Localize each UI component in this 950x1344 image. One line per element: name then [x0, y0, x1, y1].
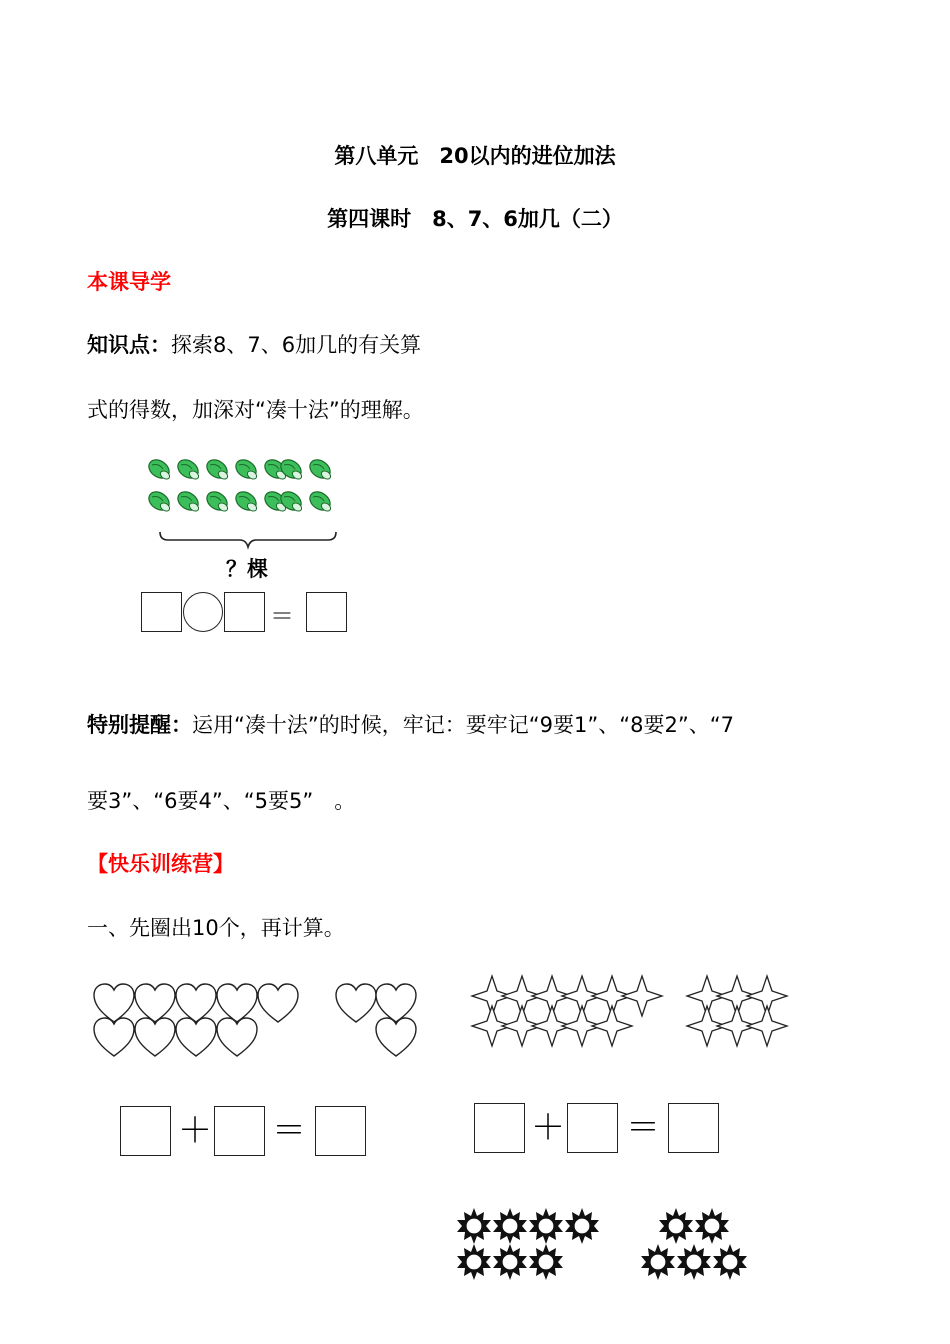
cabbage-icon: [203, 488, 230, 514]
stars-box-1[interactable]: [474, 1103, 525, 1153]
suns-figure: [454, 1200, 774, 1290]
stars-box-2[interactable]: [567, 1103, 618, 1153]
cabbage-icon: [174, 488, 201, 514]
exercise1-prompt: 一、先圈出10个，再计算。: [87, 916, 345, 940]
unit-title: 第八单元 20以内的进位加法: [334, 144, 616, 168]
hearts-figure: [92, 982, 432, 1062]
lesson-title: 第四课时 8、7、6加几（二）: [327, 207, 623, 231]
reminder-label: 特别提醒：: [87, 713, 192, 737]
cabbage-icon: [145, 488, 172, 514]
cabbage-icon: [174, 456, 201, 482]
hearts-box-2[interactable]: [214, 1106, 265, 1156]
picture-caption: ？棵: [226, 557, 268, 581]
reminder-text1: 运用“凑十法”的时候，牢记：要牢记“9要1”、“8要2”、“7: [192, 713, 734, 737]
operator-circle[interactable]: [183, 592, 223, 632]
cabbage-icon: [232, 456, 259, 482]
camp-heading: 【快乐训练营】: [87, 852, 234, 876]
knowledge-text1: 探索8、7、6加几的有关算: [171, 333, 422, 357]
hearts-plus: ＋: [178, 1111, 212, 1151]
cabbage-icon: [232, 488, 259, 514]
sun-icon: [457, 1208, 747, 1280]
hearts-equals: ＝: [272, 1111, 306, 1151]
stars-figure: [472, 974, 812, 1054]
hearts-box-1[interactable]: [120, 1106, 171, 1156]
reminder-line2: 要3”、“6要4”、“5要5” 。: [87, 789, 356, 813]
knowledge-line2: 式的得数，加深对“凑十法”的理解。: [87, 398, 424, 422]
hearts-box-3[interactable]: [315, 1106, 366, 1156]
stars-plus: ＋: [531, 1108, 565, 1148]
heart-icon: [94, 984, 416, 1056]
star-icon: [472, 976, 787, 1046]
cabbage-icon: [306, 488, 333, 514]
knowledge-line1: [87, 329, 421, 359]
cabbage-icon: [145, 456, 172, 482]
reminder-line1: [87, 709, 734, 739]
guide-heading: 本课导学: [87, 270, 171, 294]
answer-box-3[interactable]: [306, 592, 347, 632]
cabbage-group: [145, 456, 333, 514]
stars-equals: ＝: [626, 1108, 660, 1148]
answer-box-2[interactable]: [224, 592, 265, 632]
cabbage-icon: [306, 456, 333, 482]
knowledge-label: 知识点：: [87, 333, 171, 357]
cabbage-icon: [203, 456, 230, 482]
stars-box-3[interactable]: [668, 1103, 719, 1153]
picture-equals: ＝: [270, 602, 294, 630]
answer-box-1[interactable]: [141, 592, 182, 632]
brace-icon: [158, 530, 338, 550]
